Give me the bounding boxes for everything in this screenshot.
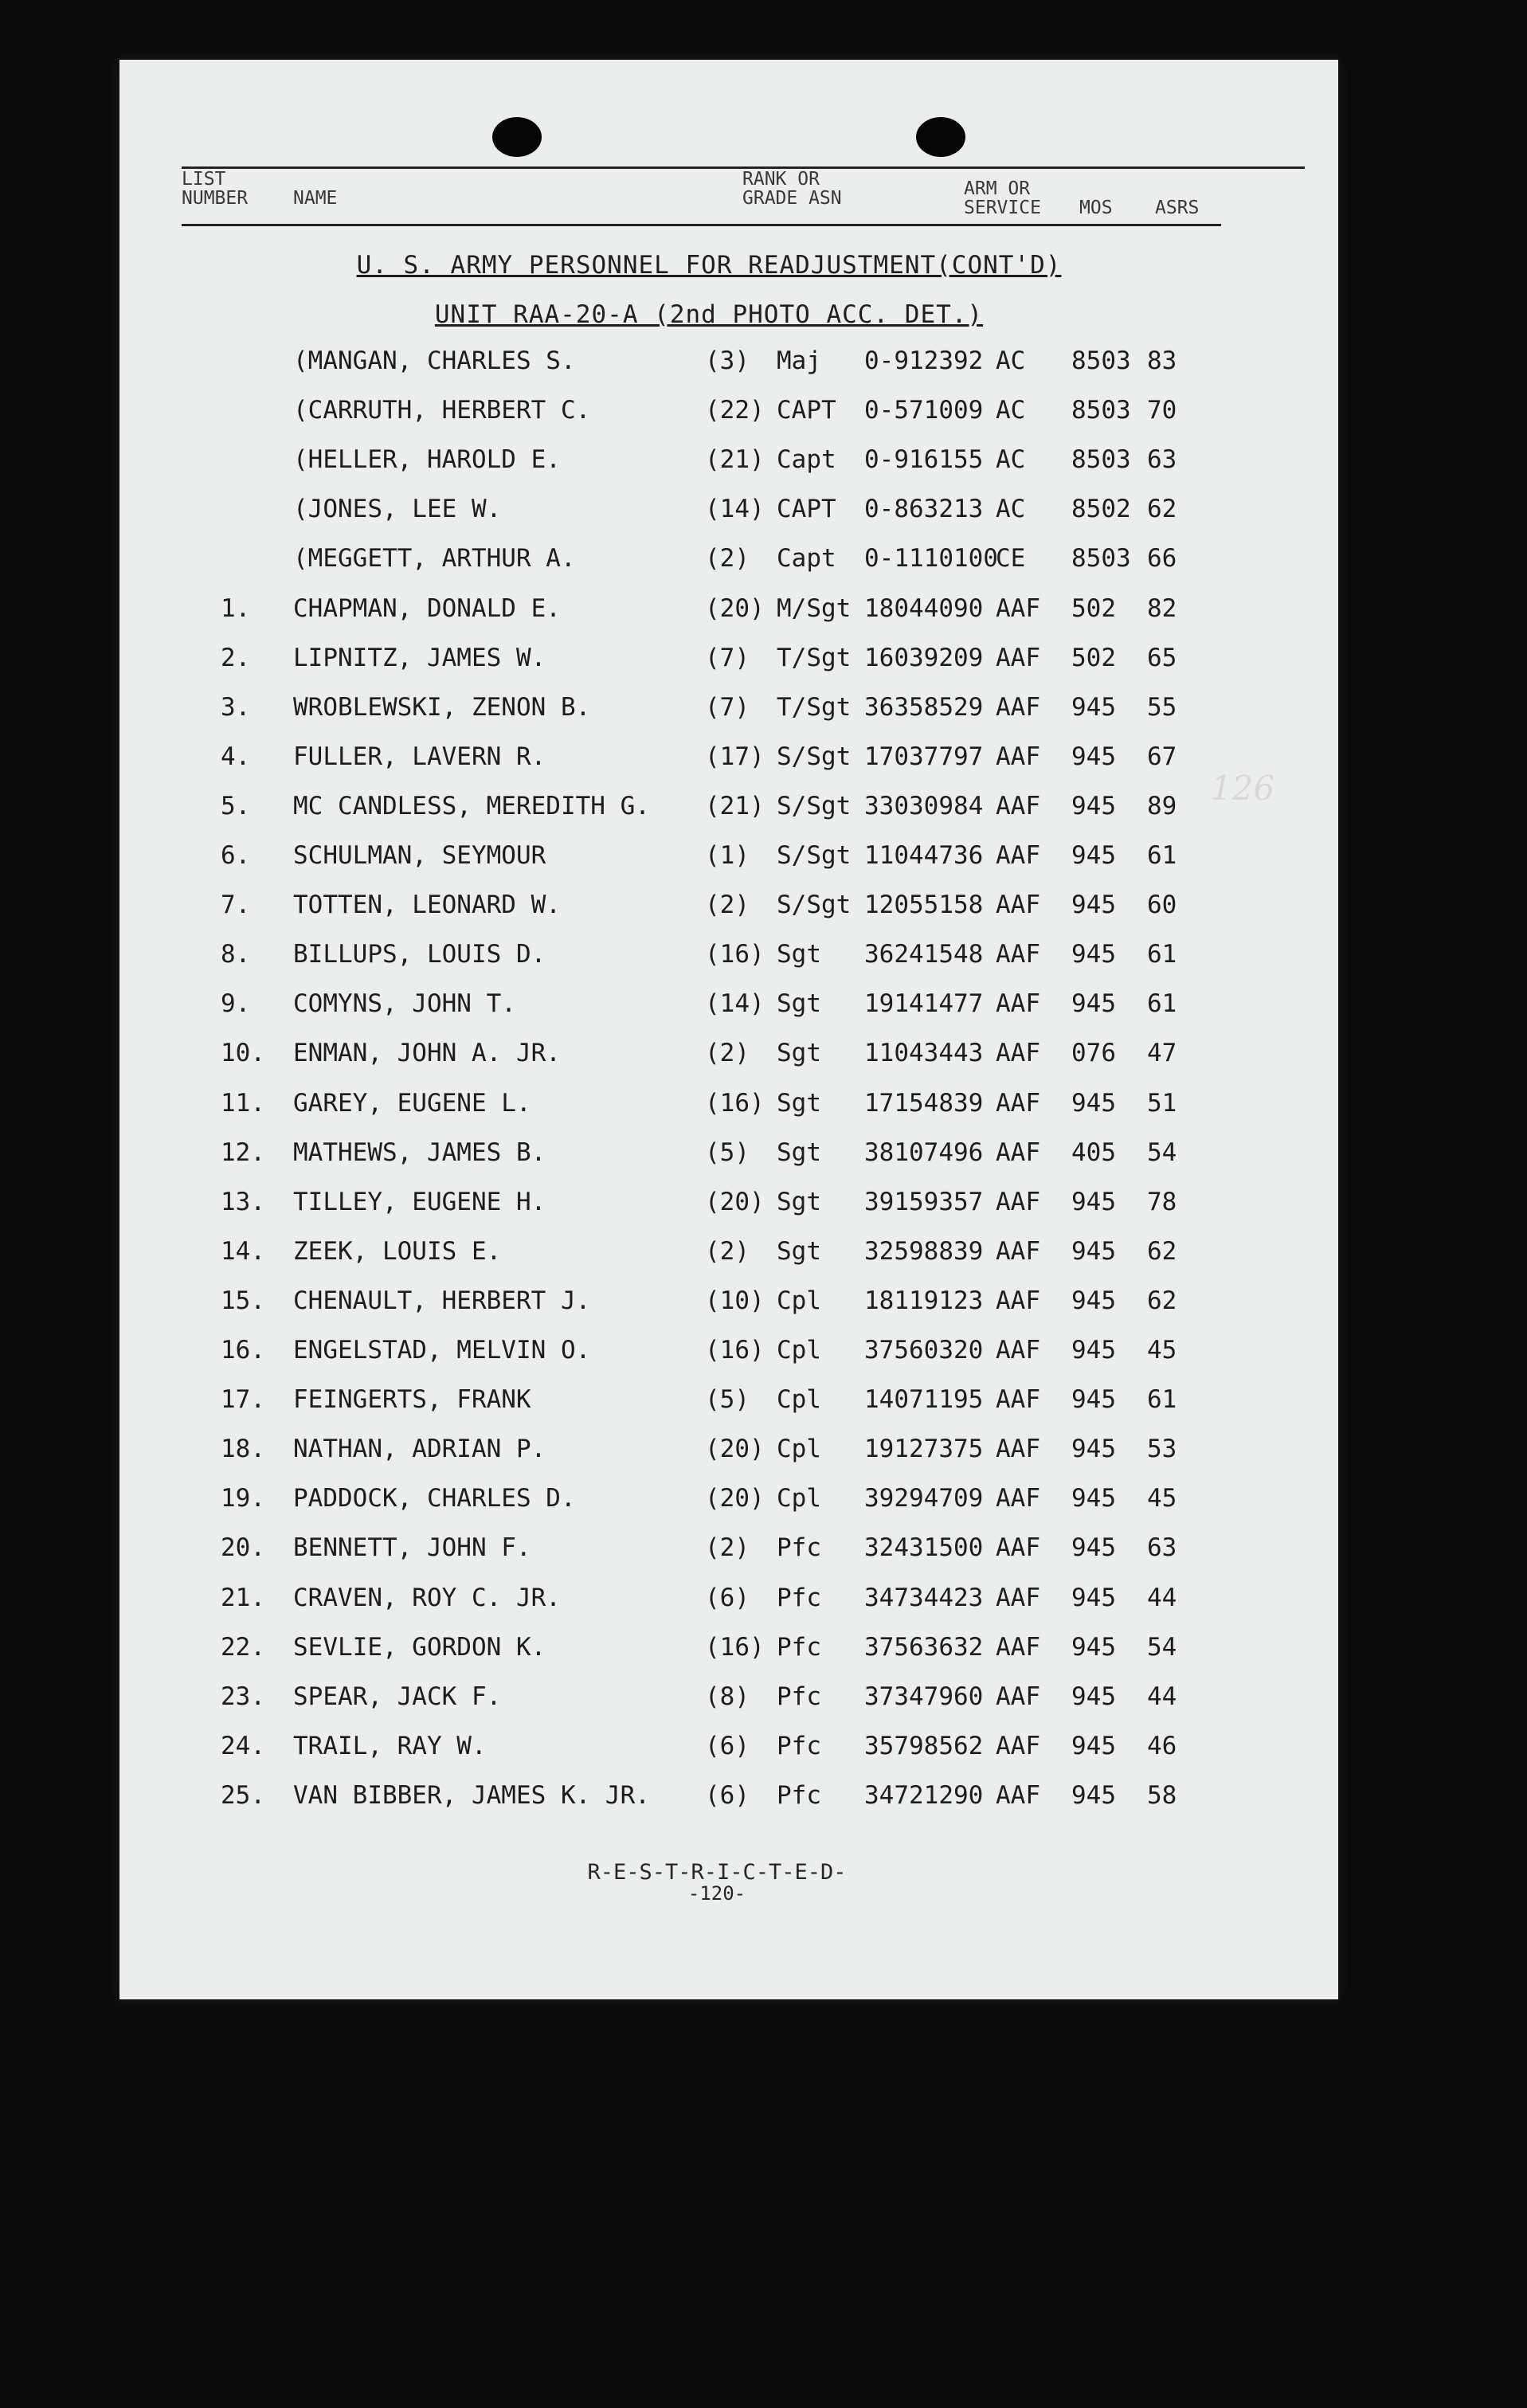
asrs-cell: 51: [1147, 1088, 1177, 1118]
count-cell: (6): [705, 1731, 750, 1760]
header-rank-grade-asn: [742, 170, 842, 208]
list-number-cell: 13.: [221, 1187, 265, 1216]
arm-service-cell: AAF: [996, 1533, 1040, 1563]
rank-cell: S/Sgt: [777, 742, 852, 771]
name-cell: TRAIL, RAY W.: [293, 1731, 487, 1760]
count-cell: (16): [705, 940, 765, 969]
asrs-cell: 62: [1147, 1286, 1177, 1315]
arm-service-cell: AAF: [996, 1632, 1040, 1662]
asrs-cell: 62: [1147, 495, 1177, 524]
name-cell: FULLER, LAVERN R.: [293, 742, 546, 771]
rank-cell: Cpl: [777, 1484, 821, 1513]
count-cell: (14): [705, 989, 765, 1019]
asn-cell: 39294709: [864, 1484, 984, 1513]
arm-service-cell: AAF: [996, 1236, 1040, 1266]
asrs-cell: 45: [1147, 1484, 1177, 1513]
header-list-label: LIST: [182, 169, 226, 190]
asn-cell: 12055158: [864, 891, 984, 920]
table-row: [119, 792, 1338, 841]
rank-cell: Sgt: [777, 989, 821, 1019]
mos-cell: 945: [1071, 692, 1116, 722]
asn-cell: 36241548: [864, 940, 984, 969]
asrs-cell: 82: [1147, 593, 1177, 623]
document-page: [119, 60, 1338, 1999]
count-cell: (21): [705, 445, 765, 475]
asrs-cell: 67: [1147, 742, 1177, 771]
table-row: [119, 1435, 1338, 1484]
asn-cell: 18044090: [864, 593, 984, 623]
asn-cell: 37347960: [864, 1682, 984, 1711]
name-cell: COMYNS, JOHN T.: [293, 989, 516, 1019]
rank-cell: Sgt: [777, 1039, 821, 1068]
name-cell: PADDOCK, CHARLES D.: [293, 1484, 576, 1513]
table-row: [119, 1237, 1338, 1286]
arm-service-cell: AAF: [996, 1286, 1040, 1315]
asn-cell: 0-916155: [864, 445, 984, 475]
asrs-cell: 61: [1147, 989, 1177, 1019]
asrs-cell: 78: [1147, 1187, 1177, 1216]
table-row: [119, 1633, 1338, 1682]
asn-cell: 0-912392: [864, 347, 984, 375]
list-number-cell: 11.: [221, 1088, 265, 1118]
count-cell: (20): [705, 1187, 765, 1216]
arm-service-cell: AAF: [996, 1039, 1040, 1068]
asn-cell: 37563632: [864, 1632, 984, 1662]
count-cell: (20): [705, 593, 765, 623]
rank-cell: Cpl: [777, 1385, 821, 1415]
asrs-cell: 58: [1147, 1780, 1177, 1810]
asrs-cell: 66: [1147, 544, 1177, 574]
list-number-cell: 15.: [221, 1286, 265, 1315]
mos-cell: 945: [1071, 940, 1116, 969]
arm-service-cell: AC: [996, 347, 1026, 375]
table-row: [119, 1089, 1338, 1138]
asrs-cell: 44: [1147, 1682, 1177, 1711]
mos-cell: 8503: [1071, 347, 1131, 375]
mos-cell: 076: [1071, 1039, 1116, 1068]
list-number-cell: 5.: [221, 791, 251, 820]
count-cell: (14): [705, 495, 765, 524]
name-cell: VAN BIBBER, JAMES K. JR.: [293, 1780, 650, 1810]
rank-cell: S/Sgt: [777, 791, 852, 820]
unit-subtitle: UNIT RAA-20-A (2nd PHOTO ACC. DET.): [434, 300, 984, 329]
rank-cell: Sgt: [777, 940, 821, 969]
count-cell: (5): [705, 1137, 750, 1167]
rank-cell: Capt: [777, 544, 836, 574]
table-row: [119, 1336, 1338, 1385]
asn-cell: 17154839: [864, 1088, 984, 1118]
rank-cell: Pfc: [777, 1682, 821, 1711]
rank-cell: CAPT: [777, 495, 836, 524]
table-row: [119, 1039, 1338, 1088]
mos-cell: 8503: [1071, 544, 1131, 574]
arm-service-cell: AAF: [996, 841, 1040, 870]
count-cell: (2): [705, 544, 750, 574]
header-arm-label: ARM OR: [964, 178, 1031, 199]
count-cell: (2): [705, 891, 750, 920]
mos-cell: 945: [1071, 1385, 1116, 1415]
rank-cell: Pfc: [777, 1780, 821, 1810]
list-number-cell: 21.: [221, 1583, 265, 1612]
rank-cell: T/Sgt: [777, 643, 852, 672]
arm-service-cell: AAF: [996, 1583, 1040, 1612]
rank-cell: Pfc: [777, 1731, 821, 1760]
rank-cell: Cpl: [777, 1336, 821, 1365]
mos-cell: 945: [1071, 841, 1116, 870]
arm-service-cell: AAF: [996, 791, 1040, 820]
asrs-cell: 61: [1147, 1385, 1177, 1415]
arm-service-cell: AAF: [996, 989, 1040, 1019]
table-row: [119, 742, 1338, 792]
asrs-cell: 54: [1147, 1632, 1177, 1662]
punch-hole: [492, 117, 542, 157]
count-cell: (10): [705, 1286, 765, 1315]
rank-cell: Cpl: [777, 1286, 821, 1315]
name-cell: CRAVEN, ROY C. JR.: [293, 1583, 561, 1612]
rank-cell: Sgt: [777, 1187, 821, 1216]
name-cell: BENNETT, JOHN F.: [293, 1533, 531, 1563]
asn-cell: 19127375: [864, 1435, 984, 1464]
list-number-cell: 10.: [221, 1039, 265, 1068]
list-number-cell: 12.: [221, 1137, 265, 1167]
mos-cell: 945: [1071, 989, 1116, 1019]
arm-service-cell: AAF: [996, 593, 1040, 623]
table-row: [119, 495, 1338, 544]
list-number-cell: 24.: [221, 1731, 265, 1760]
name-cell: ENGELSTAD, MELVIN O.: [293, 1336, 591, 1365]
name-cell: (JONES, LEE W.: [293, 495, 502, 524]
name-cell: (MANGAN, CHARLES S.: [293, 347, 576, 375]
asn-cell: 35798562: [864, 1731, 984, 1760]
table-row: [119, 644, 1338, 693]
arm-service-cell: AAF: [996, 1731, 1040, 1760]
count-cell: (20): [705, 1484, 765, 1513]
list-number-cell: 19.: [221, 1484, 265, 1513]
list-number-cell: 9.: [221, 989, 251, 1019]
arm-service-cell: AAF: [996, 1682, 1040, 1711]
table-row: [119, 940, 1338, 989]
mos-cell: 945: [1071, 791, 1116, 820]
arm-service-cell: AAF: [996, 1385, 1040, 1415]
asn-cell: 11043443: [864, 1039, 984, 1068]
list-number-cell: 4.: [221, 742, 251, 771]
table-row: [119, 1682, 1338, 1732]
table-row: [119, 445, 1338, 495]
asn-cell: 0-1110100: [864, 544, 998, 574]
count-cell: (20): [705, 1435, 765, 1464]
mos-cell: 945: [1071, 1187, 1116, 1216]
arm-service-cell: AAF: [996, 1137, 1040, 1167]
asrs-cell: 55: [1147, 692, 1177, 722]
rank-cell: CAPT: [777, 396, 836, 425]
list-number-cell: 20.: [221, 1533, 265, 1563]
asn-cell: 34721290: [864, 1780, 984, 1810]
asrs-cell: 46: [1147, 1731, 1177, 1760]
asn-cell: 11044736: [864, 841, 984, 870]
list-number-cell: 6.: [221, 841, 251, 870]
table-row: [119, 1286, 1338, 1336]
asrs-cell: 60: [1147, 891, 1177, 920]
asn-cell: 34734423: [864, 1583, 984, 1612]
table-row: [119, 1385, 1338, 1435]
asn-cell: 33030984: [864, 791, 984, 820]
rank-cell: Cpl: [777, 1435, 821, 1464]
name-cell: WROBLEWSKI, ZENON B.: [293, 692, 591, 722]
list-number-cell: 2.: [221, 643, 251, 672]
count-cell: (8): [705, 1682, 750, 1711]
count-cell: (2): [705, 1236, 750, 1266]
table-row: [119, 347, 1338, 396]
asrs-cell: 89: [1147, 791, 1177, 820]
arm-service-cell: AC: [996, 445, 1026, 475]
arm-service-cell: AAF: [996, 1780, 1040, 1810]
asn-cell: 18119123: [864, 1286, 984, 1315]
rank-cell: Pfc: [777, 1533, 821, 1563]
list-number-cell: 1.: [221, 593, 251, 623]
asn-cell: 37560320: [864, 1336, 984, 1365]
name-cell: NATHAN, ADRIAN P.: [293, 1435, 546, 1464]
table-row: [119, 1781, 1338, 1830]
mos-cell: 8503: [1071, 445, 1131, 475]
table-row: [119, 891, 1338, 940]
mos-cell: 945: [1071, 1088, 1116, 1118]
rank-cell: Sgt: [777, 1236, 821, 1266]
arm-service-cell: AAF: [996, 1435, 1040, 1464]
handwritten-page-note: 126: [1211, 769, 1275, 808]
count-cell: (5): [705, 1385, 750, 1415]
arm-service-cell: AAF: [996, 1484, 1040, 1513]
asrs-cell: 61: [1147, 841, 1177, 870]
asrs-cell: 63: [1147, 445, 1177, 475]
rank-cell: Maj: [777, 347, 821, 375]
asn-cell: 14071195: [864, 1385, 984, 1415]
count-cell: (16): [705, 1336, 765, 1365]
asrs-cell: 63: [1147, 1533, 1177, 1563]
mos-cell: 945: [1071, 1780, 1116, 1810]
count-cell: (17): [705, 742, 765, 771]
table-row: [119, 1484, 1338, 1533]
mos-cell: 945: [1071, 1435, 1116, 1464]
list-number-cell: 18.: [221, 1435, 265, 1464]
name-cell: CHAPMAN, DONALD E.: [293, 593, 561, 623]
mos-cell: 945: [1071, 1336, 1116, 1365]
mos-cell: 8502: [1071, 495, 1131, 524]
asrs-cell: 44: [1147, 1583, 1177, 1612]
rank-cell: Pfc: [777, 1632, 821, 1662]
name-cell: CHENAULT, HERBERT J.: [293, 1286, 591, 1315]
asn-cell: 32598839: [864, 1236, 984, 1266]
count-cell: (22): [705, 396, 765, 425]
table-row: [119, 693, 1338, 742]
mos-cell: 945: [1071, 742, 1116, 771]
mos-cell: 945: [1071, 1731, 1116, 1760]
punch-hole: [916, 117, 965, 157]
arm-service-cell: AAF: [996, 643, 1040, 672]
name-cell: SPEAR, JACK F.: [293, 1682, 502, 1711]
arm-service-cell: AC: [996, 495, 1026, 524]
name-cell: LIPNITZ, JAMES W.: [293, 643, 546, 672]
name-cell: TOTTEN, LEONARD W.: [293, 891, 561, 920]
page-number: -120-: [687, 1882, 746, 1905]
header-arm-service: [964, 179, 1041, 217]
asn-cell: 38107496: [864, 1137, 984, 1167]
count-cell: (6): [705, 1780, 750, 1810]
arm-service-cell: AAF: [996, 1336, 1040, 1365]
mos-cell: 502: [1071, 593, 1116, 623]
restricted-marking: R-E-S-T-R-I-C-T-E-D-: [587, 1860, 847, 1885]
arm-service-cell: AAF: [996, 1088, 1040, 1118]
rank-cell: M/Sgt: [777, 593, 852, 623]
asrs-cell: 61: [1147, 940, 1177, 969]
document-title: U. S. ARMY PERSONNEL FOR READJUSTMENT(CONT'D): [356, 251, 1062, 280]
header-asrs: ASRS: [1155, 198, 1200, 218]
arm-service-cell: AC: [996, 396, 1026, 425]
header-name: NAME: [293, 188, 338, 209]
table-row: [119, 396, 1338, 445]
asn-cell: 39159357: [864, 1187, 984, 1216]
table-row: [119, 1732, 1338, 1781]
asrs-cell: 70: [1147, 396, 1177, 425]
arm-service-cell: AAF: [996, 891, 1040, 920]
rank-cell: T/Sgt: [777, 692, 852, 722]
list-number-cell: 3.: [221, 692, 251, 722]
rank-cell: Capt: [777, 445, 836, 475]
count-cell: (6): [705, 1583, 750, 1612]
mos-cell: 945: [1071, 1286, 1116, 1315]
name-cell: SCHULMAN, SEYMOUR: [293, 841, 546, 870]
name-cell: MC CANDLESS, MEREDITH G.: [293, 791, 650, 820]
rank-cell: S/Sgt: [777, 891, 852, 920]
header-number-label: NUMBER: [182, 188, 249, 209]
asrs-cell: 65: [1147, 643, 1177, 672]
table-row: [119, 1138, 1338, 1188]
mos-cell: 945: [1071, 1236, 1116, 1266]
asrs-cell: 53: [1147, 1435, 1177, 1464]
header-bottom-rule: [182, 224, 1221, 226]
name-cell: TILLEY, EUGENE H.: [293, 1187, 546, 1216]
asn-cell: 16039209: [864, 643, 984, 672]
table-row: [119, 989, 1338, 1039]
count-cell: (7): [705, 692, 750, 722]
table-row: [119, 544, 1338, 593]
arm-service-cell: CE: [996, 544, 1026, 574]
asrs-cell: 62: [1147, 1236, 1177, 1266]
name-cell: ENMAN, JOHN A. JR.: [293, 1039, 561, 1068]
header-rank-label: RANK OR: [742, 169, 820, 190]
arm-service-cell: AAF: [996, 692, 1040, 722]
header-list-number: [182, 170, 248, 208]
arm-service-cell: AAF: [996, 1187, 1040, 1216]
mos-cell: 502: [1071, 643, 1116, 672]
asn-cell: 32431500: [864, 1533, 984, 1563]
rank-cell: Sgt: [777, 1088, 821, 1118]
asrs-cell: 83: [1147, 347, 1177, 375]
count-cell: (21): [705, 791, 765, 820]
asn-cell: 0-863213: [864, 495, 984, 524]
table-row: [119, 1533, 1338, 1583]
name-cell: GAREY, EUGENE L.: [293, 1088, 531, 1118]
list-number-cell: 23.: [221, 1682, 265, 1711]
header-grade-asn-label: GRADE ASN: [742, 188, 842, 209]
mos-cell: 945: [1071, 1533, 1116, 1563]
rank-cell: S/Sgt: [777, 841, 852, 870]
name-cell: MATHEWS, JAMES B.: [293, 1137, 546, 1167]
arm-service-cell: AAF: [996, 742, 1040, 771]
table-row: [119, 841, 1338, 891]
name-cell: ZEEK, LOUIS E.: [293, 1236, 502, 1266]
asrs-cell: 45: [1147, 1336, 1177, 1365]
name-cell: (MEGGETT, ARTHUR A.: [293, 544, 576, 574]
count-cell: (2): [705, 1039, 750, 1068]
asn-cell: 17037797: [864, 742, 984, 771]
count-cell: (16): [705, 1088, 765, 1118]
table-row: [119, 594, 1338, 644]
list-number-cell: 22.: [221, 1632, 265, 1662]
name-cell: FEINGERTS, FRANK: [293, 1385, 531, 1415]
name-cell: SEVLIE, GORDON K.: [293, 1632, 546, 1662]
list-number-cell: 17.: [221, 1385, 265, 1415]
count-cell: (2): [705, 1533, 750, 1563]
count-cell: (16): [705, 1632, 765, 1662]
mos-cell: 945: [1071, 1484, 1116, 1513]
rank-cell: Sgt: [777, 1137, 821, 1167]
asn-cell: 0-571009: [864, 396, 984, 425]
asrs-cell: 54: [1147, 1137, 1177, 1167]
table-row: [119, 1188, 1338, 1237]
arm-service-cell: AAF: [996, 940, 1040, 969]
asrs-cell: 47: [1147, 1039, 1177, 1068]
mos-cell: 945: [1071, 1583, 1116, 1612]
table-row: [119, 1584, 1338, 1633]
rank-cell: Pfc: [777, 1583, 821, 1612]
mos-cell: 8503: [1071, 396, 1131, 425]
mos-cell: 945: [1071, 1632, 1116, 1662]
list-number-cell: 25.: [221, 1780, 265, 1810]
asn-cell: 19141477: [864, 989, 984, 1019]
list-number-cell: 8.: [221, 940, 251, 969]
count-cell: (1): [705, 841, 750, 870]
asn-cell: 36358529: [864, 692, 984, 722]
header-service-label: SERVICE: [964, 198, 1041, 218]
count-cell: (7): [705, 643, 750, 672]
name-cell: BILLUPS, LOUIS D.: [293, 940, 546, 969]
mos-cell: 945: [1071, 891, 1116, 920]
list-number-cell: 16.: [221, 1336, 265, 1365]
header-mos: MOS: [1079, 198, 1113, 218]
name-cell: (HELLER, HAROLD E.: [293, 445, 561, 475]
list-number-cell: 14.: [221, 1236, 265, 1266]
mos-cell: 405: [1071, 1137, 1116, 1167]
list-number-cell: 7.: [221, 891, 251, 920]
mos-cell: 945: [1071, 1682, 1116, 1711]
name-cell: (CARRUTH, HERBERT C.: [293, 396, 591, 425]
count-cell: (3): [705, 347, 750, 375]
